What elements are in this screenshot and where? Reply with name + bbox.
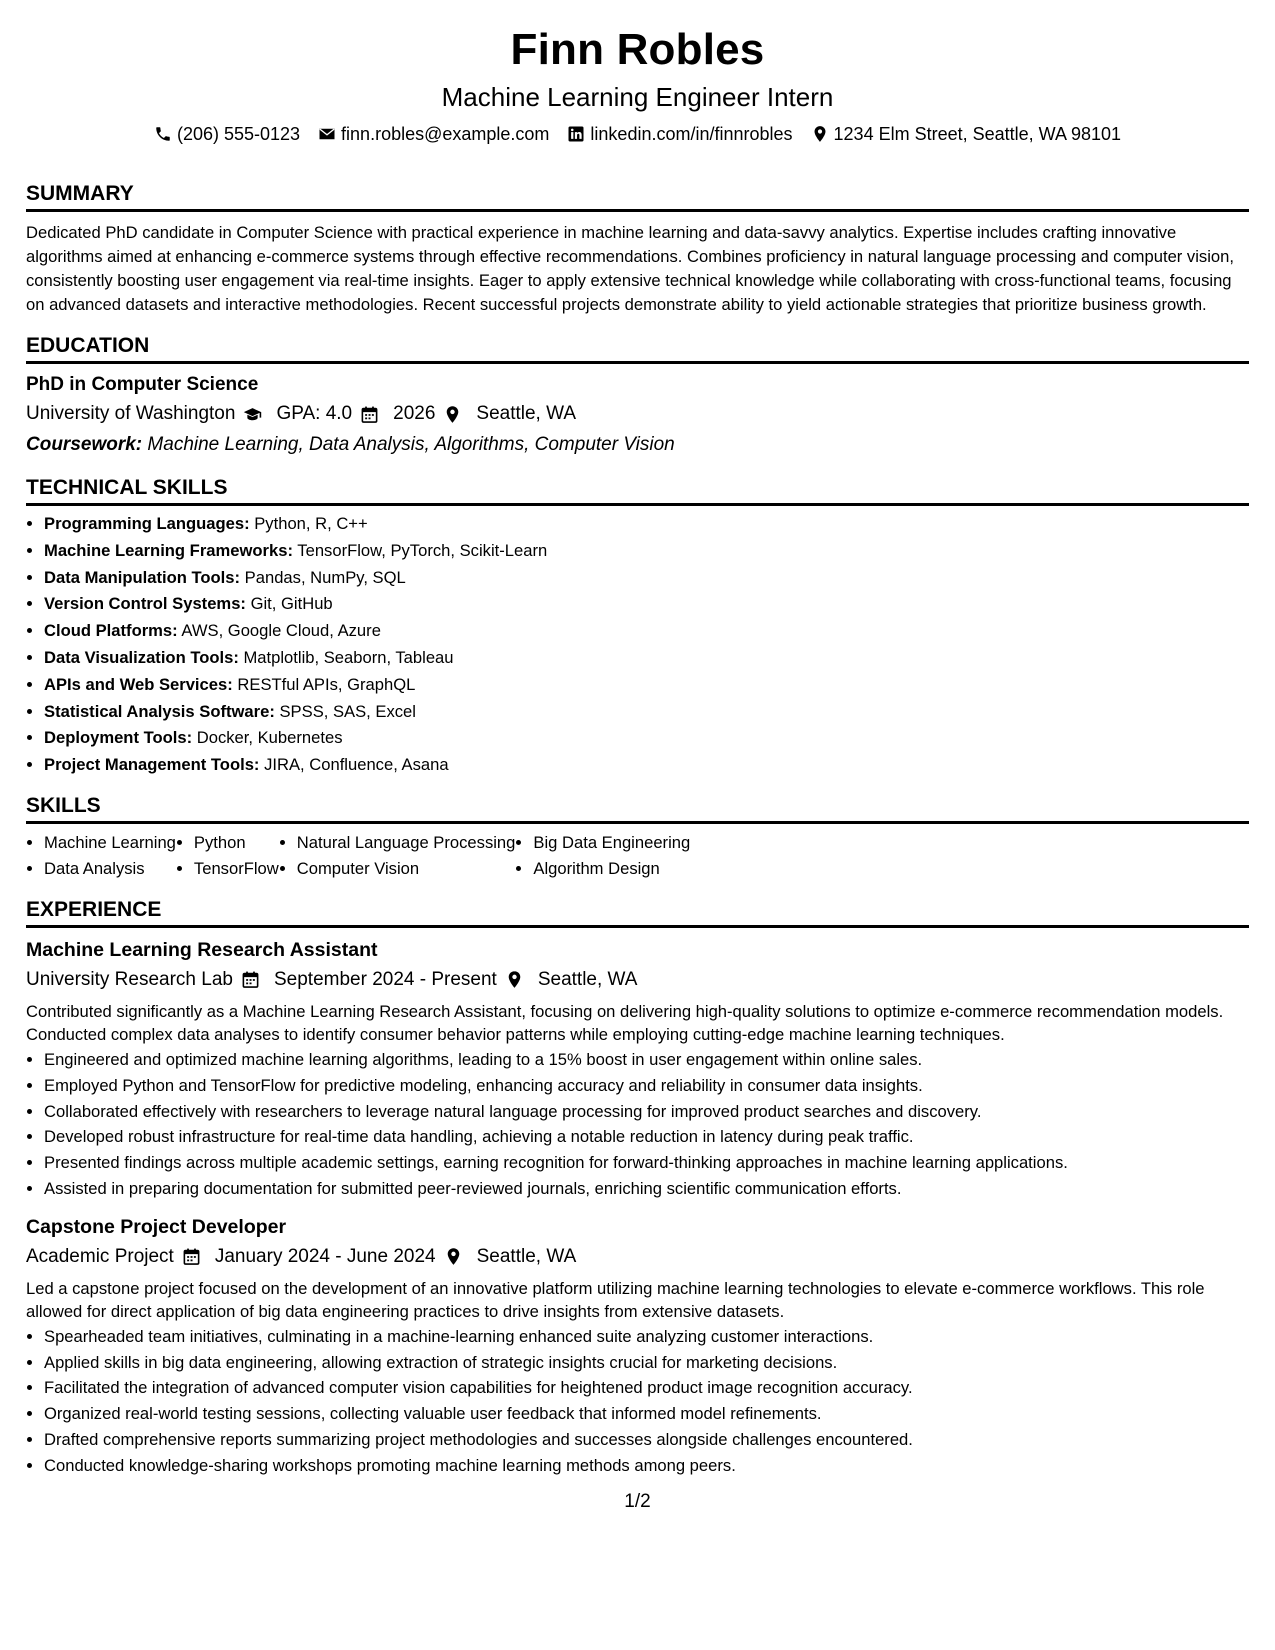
section-title-experience: EXPERIENCE <box>26 896 1249 928</box>
skill-category: Machine Learning Frameworks: <box>44 540 293 560</box>
job-org <box>26 966 260 994</box>
dates-text: January 2024 - June 2024 <box>214 1245 436 1267</box>
list-item: • Machine Learning <box>44 830 176 857</box>
contact-linkedin[interactable] <box>567 122 792 146</box>
list-item <box>44 511 1249 538</box>
education-location: Seattle, WA <box>476 403 577 424</box>
job-org <box>26 1243 201 1271</box>
list-item: • Collaborated effectively with researchers to leverage natural language processing for improved product searches and discovery. <box>44 1099 1249 1125</box>
org-name: University Research Lab <box>26 968 233 990</box>
coursework-list: Machine Learning, Data Analysis, Algorithms, Computer Vision <box>147 434 675 455</box>
skills-grid <box>26 830 1249 883</box>
map-pin-icon <box>444 1247 463 1266</box>
resume-page <box>26 0 1249 1479</box>
contact-phone[interactable] <box>154 122 300 146</box>
linkedin-text: linkedin.com/in/finnrobles <box>590 124 793 144</box>
coursework <box>26 431 1249 459</box>
skill-values: RESTful APIs, GraphQL <box>237 674 416 694</box>
summary-text: Dedicated PhD candidate in Computer Science with practical experience in machine learning and data-savvy analytics. Expertise includes crafting innovative algorithms aimed at enhancing e-commerce systems through effective recommendations. Combines proficiency in natural language processing and computer vision, consistently boosting user engagement via real-time insights. Eager to apply extensive technical knowledge while collaborating with cross-functional teams, focusing on advanced datasets and interactive methodologies. Recent successful projects demonstrate ability to yield actionable strategies that prioritize business growth. <box>26 223 1234 314</box>
contact-address <box>811 122 1122 146</box>
list-item: • Applied skills in big data engineering, allowing extraction of strategic insights crucial for marketing decisions. <box>44 1350 1249 1376</box>
skill-category: Statistical Analysis Software: <box>44 701 275 721</box>
envelope-icon <box>318 125 336 143</box>
year-text: 2026 <box>393 403 436 424</box>
list-item <box>44 591 1249 618</box>
degree: PhD in Computer Science <box>26 374 259 395</box>
address-text: 1234 Elm Street, Seattle, WA 98101 <box>833 124 1122 144</box>
list-item <box>44 699 1249 726</box>
gpa <box>276 400 379 428</box>
contact-bar <box>26 122 1249 146</box>
list-item: • Python <box>194 830 279 857</box>
list-item: • Conducted knowledge-sharing workshops promoting machine learning methods among peers. <box>44 1453 1249 1479</box>
list-item: • Spearheaded team initiatives, culminating in a machine-learning enhanced suite analyzing customer interactions. <box>44 1324 1249 1350</box>
skill-category: APIs and Web Services: <box>44 674 233 694</box>
skills-column <box>26 830 176 883</box>
school <box>26 400 262 428</box>
list-item: • Big Data Engineering <box>533 830 690 857</box>
job-meta <box>26 1243 1249 1271</box>
technical-skills-list <box>26 511 1249 779</box>
calendar-icon <box>182 1247 201 1266</box>
job-title: Capstone Project Developer <box>26 1215 287 1238</box>
job-description: Contributed significantly as a Machine Learning Research Assistant, focusing on delivering high-quality solutions to optimize e-commerce recommendation models. Conducted complex data analyses to identify consumer behavior patterns while employing cutting-edge machine learning techniques. <box>26 1001 1224 1045</box>
candidate-title: Machine Learning Engineer Intern <box>441 82 834 112</box>
gpa-text: GPA: 4.0 <box>276 403 353 424</box>
job-location: Seattle, WA <box>537 968 638 990</box>
skill-category: Programming Languages: <box>44 514 250 533</box>
skill-values: Python, R, C++ <box>254 514 368 533</box>
skill-category: Data Visualization Tools: <box>44 647 239 667</box>
page-number: 1/2 <box>624 1491 651 1512</box>
technical-skills-section <box>26 474 1249 779</box>
org-name: Academic Project <box>26 1245 174 1267</box>
list-item <box>44 672 1249 699</box>
education-meta <box>26 400 1249 428</box>
skill-category: Data Manipulation Tools: <box>44 567 241 587</box>
section-title-technical-skills: TECHNICAL SKILLS <box>26 474 1249 506</box>
phone-text: (206) 555-0123 <box>176 124 301 144</box>
linkedin-icon <box>567 125 585 143</box>
section-title-summary: SUMMARY <box>26 180 1249 212</box>
contact-email[interactable] <box>318 122 549 146</box>
list-item: • Computer Vision <box>297 856 516 883</box>
job-bullets <box>26 1324 1249 1479</box>
skill-values: AWS, Google Cloud, Azure <box>181 621 381 641</box>
list-item: • Natural Language Processing <box>297 830 516 857</box>
list-item: • Drafted comprehensive reports summarizing project methodologies and successes alongside challenges encountered. <box>44 1427 1249 1453</box>
job-bullets <box>26 1047 1249 1202</box>
map-pin-icon <box>443 405 462 424</box>
skills-column <box>515 830 690 883</box>
skills-column <box>176 830 279 883</box>
map-pin-icon <box>505 970 524 989</box>
experience-section <box>26 896 1249 1479</box>
skill-category: Cloud Platforms: <box>44 621 178 641</box>
job-dates <box>215 1243 463 1271</box>
skill-values: JIRA, Confluence, Asana <box>264 755 449 775</box>
job-title: Machine Learning Research Assistant <box>26 938 378 961</box>
job-location: Seattle, WA <box>476 1245 577 1267</box>
skill-values: Git, GitHub <box>250 594 333 614</box>
phone-icon <box>154 125 172 143</box>
skill-values: SPSS, SAS, Excel <box>279 701 416 721</box>
calendar-icon <box>360 405 379 424</box>
list-item: • Developed robust infrastructure for real-time data handling, achieving a notable reduction in latency during peak traffic. <box>44 1124 1249 1150</box>
dates-text: September 2024 - Present <box>273 968 497 990</box>
section-title-education: EDUCATION <box>26 332 1249 364</box>
skill-category: Version Control Systems: <box>44 594 246 614</box>
list-item <box>44 752 1249 779</box>
list-item: • Presented findings across multiple academic settings, earning recognition for forward-thinking approaches in machine learning applications. <box>44 1150 1249 1176</box>
list-item: • Algorithm Design <box>533 856 690 883</box>
skill-category: Deployment Tools: <box>44 728 193 748</box>
list-item <box>44 565 1249 592</box>
list-item: • Engineered and optimized machine learning algorithms, leading to a 15% boost in user engagement within online sales. <box>44 1047 1249 1073</box>
list-item: • Organized real-world testing sessions, collecting valuable user feedback that informed model refinements. <box>44 1401 1249 1427</box>
coursework-label: Coursework: <box>26 434 143 455</box>
skill-category: Project Management Tools: <box>44 755 260 775</box>
map-pin-icon <box>811 125 829 143</box>
list-item: • Employed Python and TensorFlow for predictive modeling, enhancing accuracy and reliability in consumer data insights. <box>44 1073 1249 1099</box>
list-item: • Assisted in preparing documentation for submitted peer-reviewed journals, enriching scientific communication efforts. <box>44 1176 1249 1202</box>
list-item <box>44 725 1249 752</box>
job-entry <box>26 937 1249 1202</box>
job-dates <box>274 966 524 994</box>
graduation-cap-icon <box>243 405 262 424</box>
school-name: University of Washington <box>26 403 236 424</box>
list-item: • Facilitated the integration of advanced computer vision capabilities for heightened product image recognition accuracy. <box>44 1375 1249 1401</box>
list-item <box>44 645 1249 672</box>
list-item: • Data Analysis <box>44 856 176 883</box>
list-item <box>44 538 1249 565</box>
list-item <box>44 618 1249 645</box>
job-entry <box>26 1214 1249 1479</box>
skill-values: Docker, Kubernetes <box>196 728 343 748</box>
graduation-year <box>393 400 462 428</box>
job-description: Led a capstone project focused on the development of an innovative platform utilizing machine learning technologies to elevate e-commerce workflows. This role allowed for direct application of big data engineering practices to drive insights from extensive datasets. <box>26 1278 1205 1322</box>
skill-values: Matplotlib, Seaborn, Tableau <box>243 647 454 667</box>
candidate-name: Finn Robles <box>510 25 765 74</box>
skills-column <box>279 830 516 883</box>
job-meta <box>26 966 1249 994</box>
skill-values: TensorFlow, PyTorch, Scikit-Learn <box>297 540 548 560</box>
skills-section <box>26 792 1249 883</box>
skill-values: Pandas, NumPy, SQL <box>244 567 406 587</box>
list-item: • TensorFlow <box>194 856 279 883</box>
education-section <box>26 332 1249 459</box>
summary-section <box>26 180 1249 317</box>
email-text: finn.robles@example.com <box>341 124 550 144</box>
calendar-icon <box>241 970 260 989</box>
section-title-skills: SKILLS <box>26 792 1249 824</box>
